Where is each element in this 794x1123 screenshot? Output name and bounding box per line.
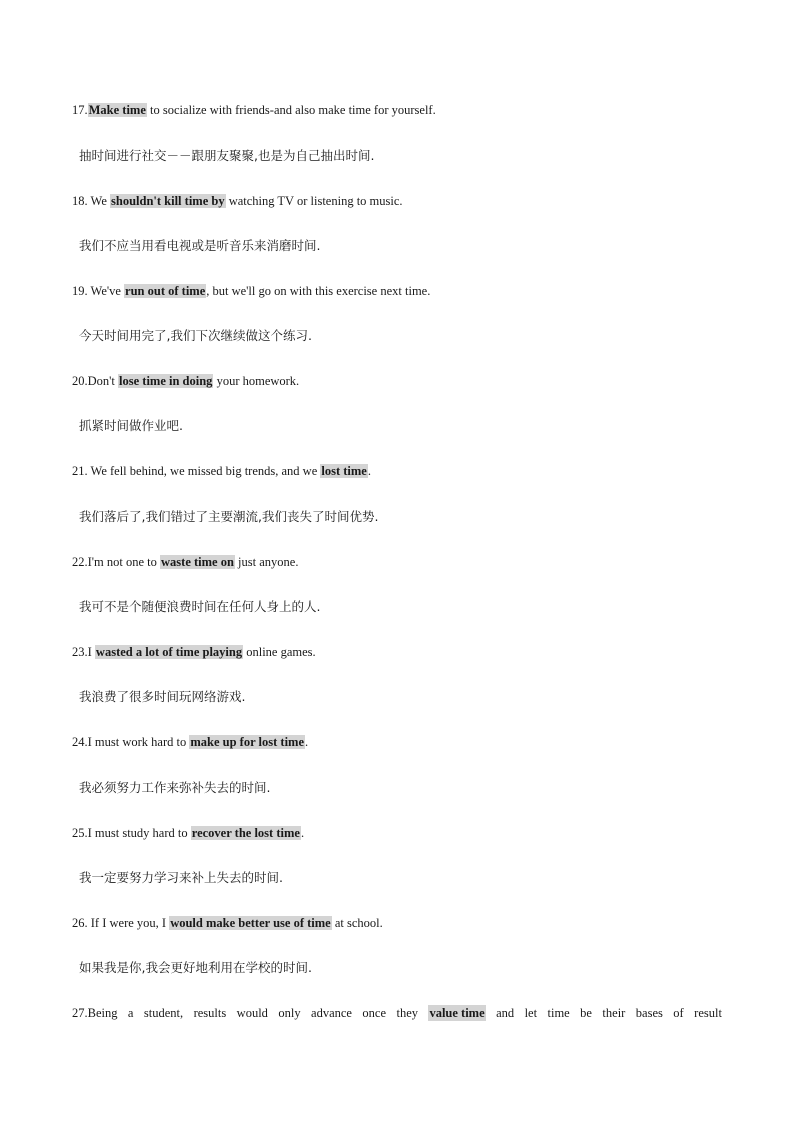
sentence-prefix: 24.I must work hard to — [72, 735, 190, 749]
sentence-21-cn: 我们落后了,我们错过了主要潮流,我们丧失了时间优势. — [79, 509, 379, 524]
phrase-highlight: value time — [429, 1006, 485, 1020]
sentence-17-en — [72, 102, 436, 118]
word: be — [580, 1006, 592, 1020]
sentence-25-en — [72, 825, 304, 841]
sentence-rest: your homework. — [213, 374, 300, 388]
word: time — [547, 1006, 570, 1020]
phrase-highlight: would make better use of time — [170, 916, 331, 930]
sentence-prefix: 18. We — [72, 194, 110, 208]
sentence-prefix: 22.I'm not one to — [72, 555, 161, 569]
word: of — [673, 1006, 684, 1020]
sentence-20-en — [72, 373, 299, 389]
word: student, — [143, 1006, 184, 1020]
sentence-rest: to socialize with friends-and also make time for yourself. — [146, 103, 436, 117]
phrase-highlight: run out of time — [125, 284, 206, 298]
sentence-19-cn: 今天时间用完了,我们下次继续做这个练习. — [79, 328, 312, 343]
word: they — [396, 1006, 418, 1020]
word: only — [278, 1006, 301, 1020]
sentence-23-en — [72, 644, 316, 660]
word: would — [236, 1006, 268, 1020]
sentence-prefix: 20.Don't — [72, 374, 119, 388]
sentence-rest: . — [300, 826, 305, 840]
phrase-highlight: recover the lost time — [191, 826, 300, 840]
phrase-highlight: wasted a lot of time playing — [95, 645, 243, 659]
word: once — [362, 1006, 387, 1020]
sentence-prefix: 26. If I were you, I — [72, 916, 170, 930]
sentence-24-cn: 我必须努力工作来弥补失去的时间. — [79, 780, 271, 795]
sentence-rest: just anyone. — [234, 555, 299, 569]
phrase-highlight: waste time on — [161, 555, 234, 569]
word: let — [524, 1006, 538, 1020]
sentence-prefix: 21. We fell behind, we missed big trends, and we — [72, 464, 321, 478]
sentence-rest: , but we'll go on with this exercise next time. — [206, 284, 431, 298]
sentence-rest: watching TV or listening to music. — [225, 194, 403, 208]
sentence-rest: online games. — [243, 645, 316, 659]
word: results — [193, 1006, 227, 1020]
sentence-20-cn: 抓紧时间做作业吧. — [79, 418, 183, 433]
word: 27.Being — [72, 1006, 118, 1020]
phrase-highlight: lose time in doing — [119, 374, 213, 388]
sentence-18-en — [72, 193, 403, 209]
sentence-22-cn: 我可不是个随便浪费时间在任何人身上的人. — [79, 599, 321, 614]
sentence-27-en — [72, 1005, 722, 1021]
sentence-26-en — [72, 915, 383, 931]
phrase-highlight: make up for lost time — [190, 735, 305, 749]
sentence-19-en — [72, 283, 430, 299]
sentence-21-en — [72, 463, 371, 479]
phrase-highlight: Make time — [88, 103, 146, 117]
sentence-23-cn: 我浪费了很多时间玩网络游戏. — [79, 689, 246, 704]
sentence-18-cn: 我们不应当用看电视或是听音乐来消磨时间. — [79, 238, 321, 253]
sentence-25-cn: 我一定要努力学习来补上失去的时间. — [79, 870, 283, 885]
sentence-prefix: 23.I — [72, 645, 95, 659]
sentence-prefix: 17. — [72, 103, 88, 117]
sentence-22-en — [72, 554, 298, 570]
word: advance — [311, 1006, 352, 1020]
sentence-17-cn: 抽时间进行社交－－跟朋友聚聚,也是为自己抽出时间. — [79, 148, 375, 163]
word: a — [127, 1006, 134, 1020]
word: bases — [635, 1006, 663, 1020]
sentence-prefix: 19. We've — [72, 284, 125, 298]
sentence-prefix: 25.I must study hard to — [72, 826, 191, 840]
sentence-24-en — [72, 734, 308, 750]
sentence-rest: at school. — [331, 916, 383, 930]
sentence-26-cn: 如果我是你,我会更好地利用在学校的时间. — [79, 960, 312, 975]
word: and — [496, 1006, 515, 1020]
phrase-highlight: shouldn't kill time by — [111, 194, 225, 208]
sentence-rest: . — [367, 464, 371, 478]
word: their — [602, 1006, 626, 1020]
word: result — [694, 1006, 722, 1020]
phrase-highlight: lost time — [321, 464, 367, 478]
sentence-rest: . — [305, 735, 309, 749]
